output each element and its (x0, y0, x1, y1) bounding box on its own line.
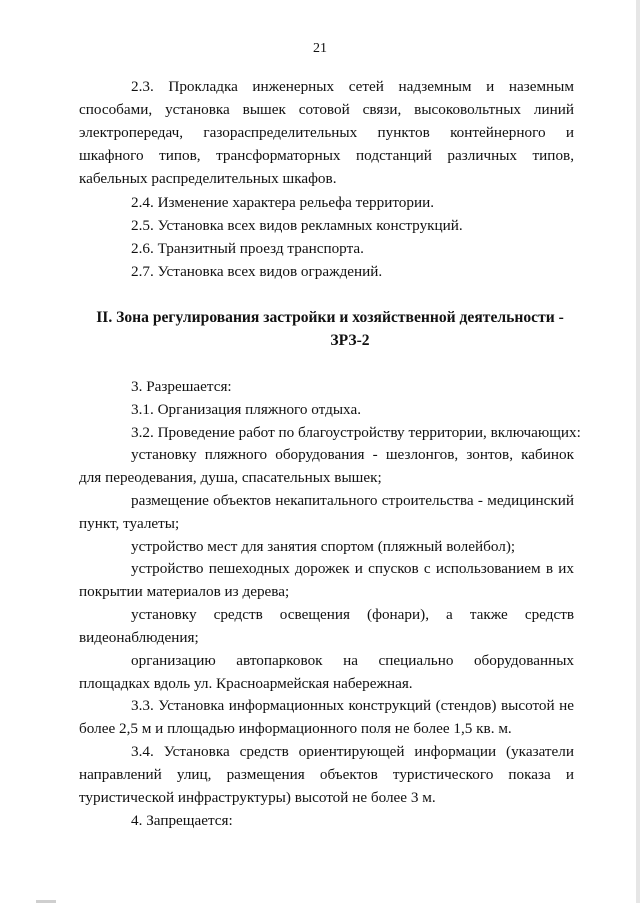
paragraph-3-4-line-2: направлений улиц, размещения объектов туристического показа и (79, 766, 574, 783)
paragraph-2-3-line-2: способами, установка вышек сотовой связи, высоковольтных линий (79, 101, 574, 118)
paragraph-3-3-line-1: 3.3. Установка информационных конструкций (стендов) высотой не (131, 697, 574, 714)
item-parking-line-1: организацию автопарковок на специально оборудованных (131, 652, 574, 669)
item-lighting-line-1: установку средств освещения (фонари), а также средств (131, 606, 574, 623)
paragraph-2-3-line-1: 2.3. Прокладка инженерных сетей надземным и наземным (131, 78, 574, 95)
paragraph-2-4: 2.4. Изменение характера рельефа территории. (131, 194, 435, 211)
paragraph-3-3-line-2: более 2,5 м и площадью информационного поля не более 1,5 кв. м. (79, 720, 512, 737)
paragraph-2-6: 2.6. Транзитный проезд транспорта. (131, 240, 364, 257)
paragraph-3: 3. Разрешается: (131, 378, 232, 395)
paragraph-3-2: 3.2. Проведение работ по благоустройству территории, включающих: (131, 424, 581, 441)
paragraph-2-5: 2.5. Установка всех видов рекламных конструкций. (131, 217, 463, 234)
item-paths-line-2: покрытии материалов из дерева; (79, 583, 290, 600)
paragraph-4: 4. Запрещается: (131, 812, 233, 829)
item-buildings-line-1: размещение объектов некапитального строительства - медицинский (131, 492, 574, 509)
paragraph-3-4-line-3: туристической инфраструктуры) высотой не более 3 м. (79, 789, 436, 806)
paragraph-2-3-line-5: кабельных распределительных шкафов. (79, 170, 337, 187)
item-buildings-line-2: пункт, туалеты; (79, 515, 180, 532)
paragraph-3-1: 3.1. Организация пляжного отдыха. (131, 401, 361, 418)
item-lighting-line-2: видеонаблюдения; (79, 629, 199, 646)
page-number: 21 (313, 41, 327, 56)
section-heading-line-2: ЗРЗ-2 (330, 332, 370, 349)
item-sport: устройство мест для занятия спортом (пляжный волейбол); (131, 538, 516, 555)
paragraph-2-7: 2.7. Установка всех видов ограждений. (131, 263, 383, 280)
paragraph-3-4-line-1: 3.4. Установка средств ориентирующей информации (указатели (131, 743, 574, 760)
paragraph-2-3-line-4: шкафного типов, трансформаторных подстанций различных типов, (79, 147, 574, 164)
section-heading-line-1: II. Зона регулирования застройки и хозяйственной деятельности - (96, 309, 564, 326)
item-parking-line-2: площадках вдоль ул. Красноармейская набережная. (79, 675, 413, 692)
paragraph-2-3-line-3: электропередач, газораспределительных пунктов контейнерного и (79, 124, 574, 141)
item-paths-line-1: устройство пешеходных дорожек и спусков с использованием в их (131, 560, 574, 577)
item-equipment-line-2: для переодевания, душа, спасательных вышек; (79, 469, 382, 486)
page-edge-shadow (636, 0, 640, 903)
item-equipment-line-1: установку пляжного оборудования - шезлонгов, зонтов, кабинок (131, 446, 574, 463)
